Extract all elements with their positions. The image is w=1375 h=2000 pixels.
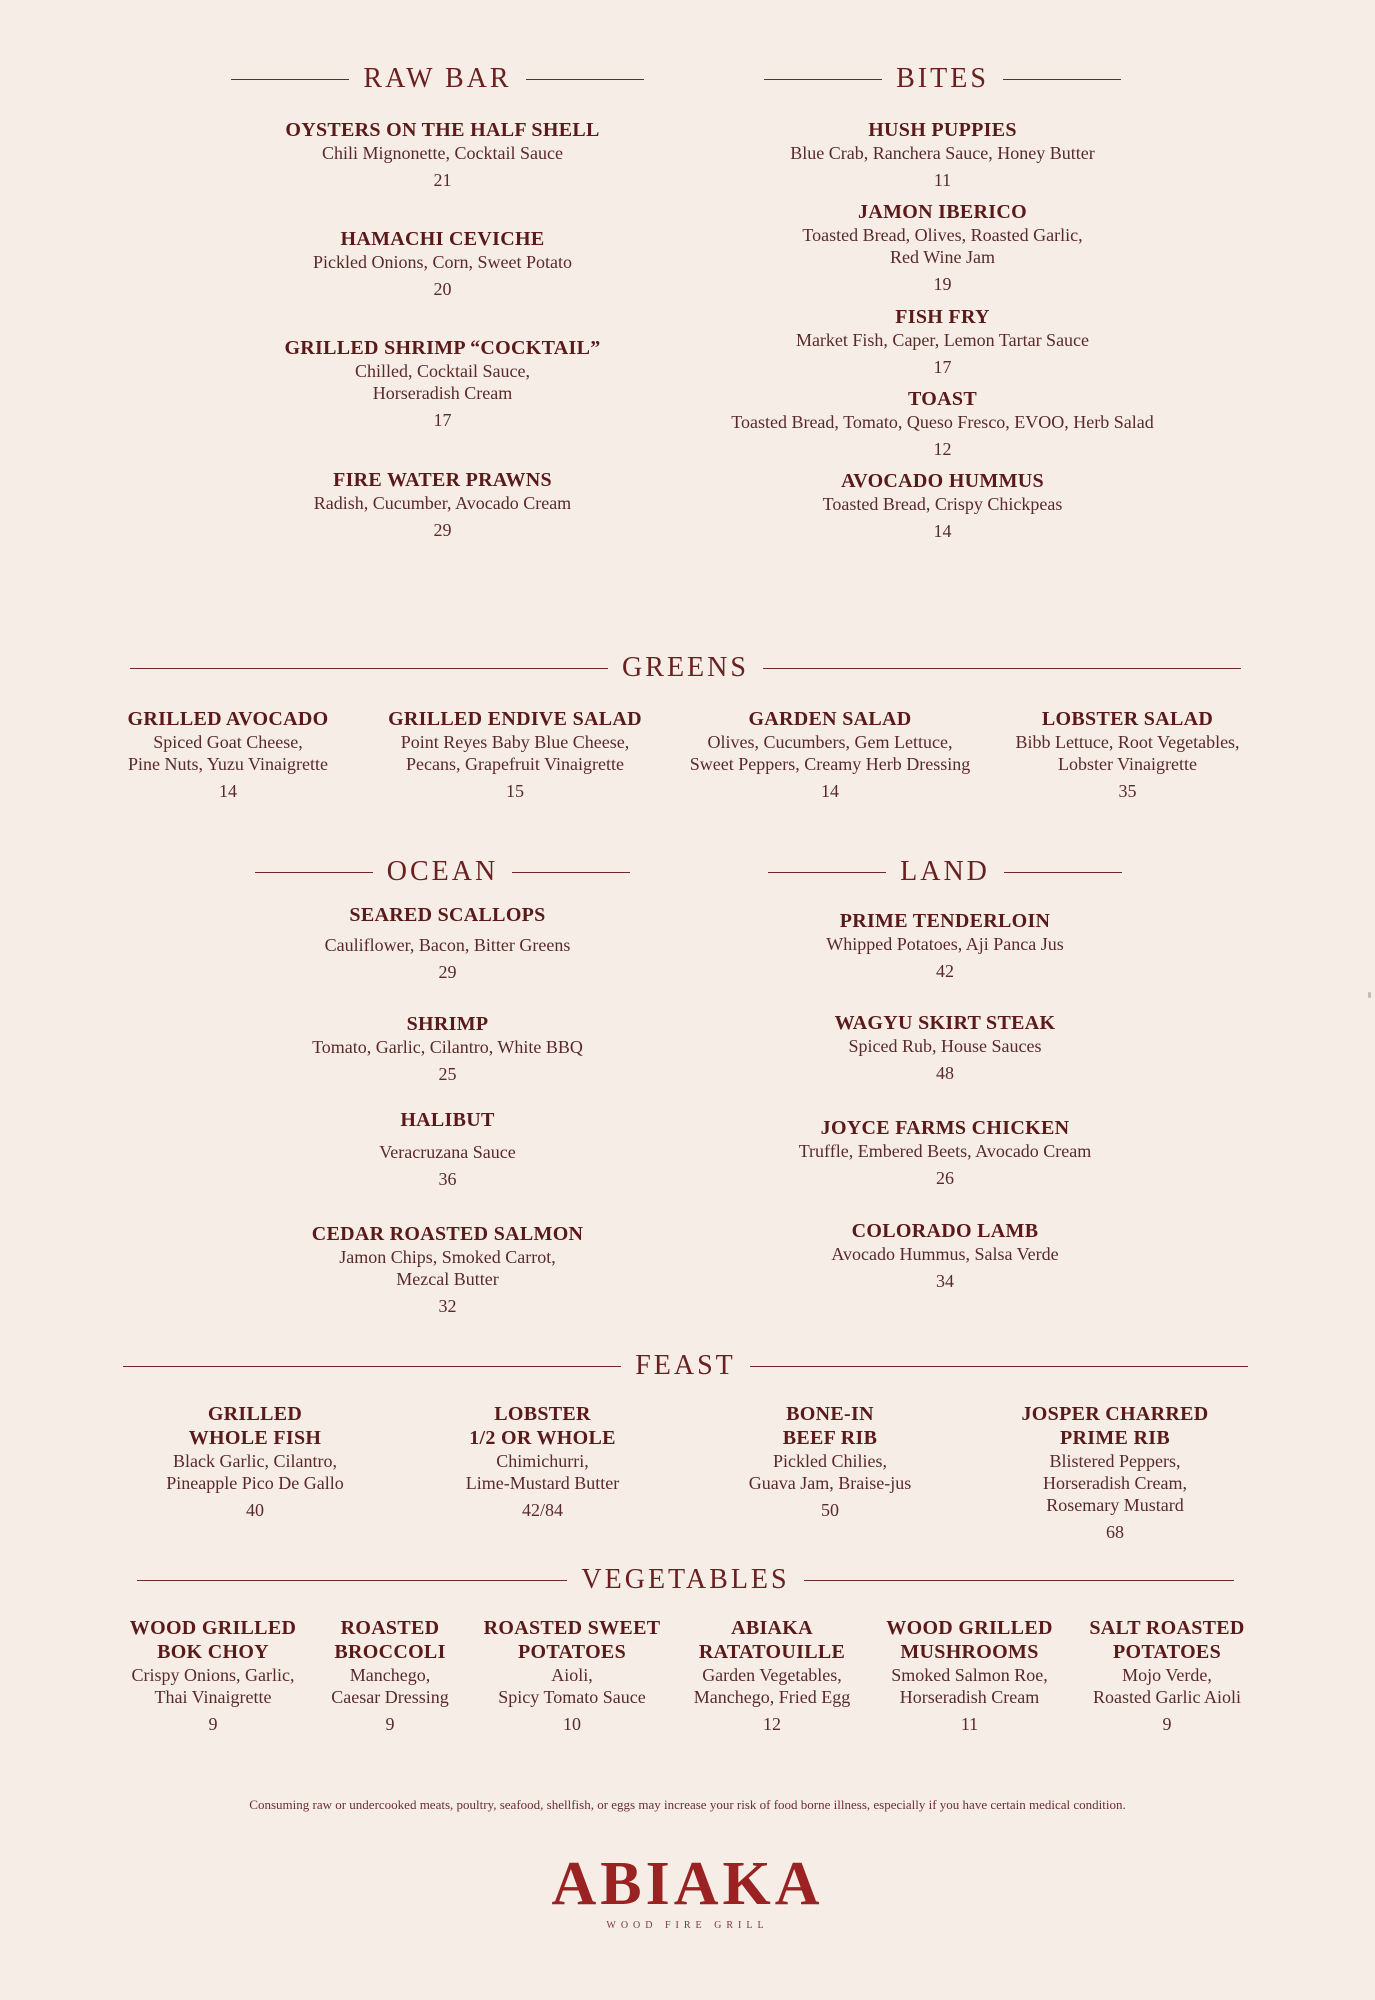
- menu-item: [370, 707, 660, 802]
- section-title-label: OCEAN: [386, 856, 499, 887]
- item-name: LOBSTER SALAD: [1041, 708, 1214, 730]
- item-desc: Smoked Salmon Roe,: [891, 1665, 1048, 1685]
- item-price: 48: [936, 1063, 954, 1083]
- item-name: HAMACHI CEVICHE: [340, 228, 545, 250]
- menu-item: [200, 118, 685, 191]
- brand-logo: ABIAKA: [551, 1850, 824, 1918]
- section-title-label: GREENS: [622, 652, 749, 683]
- item-desc: Caesar Dressing: [331, 1687, 449, 1707]
- menu-item: [130, 1402, 380, 1521]
- item-price: 40: [246, 1500, 264, 1520]
- divider: [764, 79, 882, 80]
- item-name: BROCCOLI: [334, 1641, 446, 1663]
- page-edge-mark: [1368, 992, 1371, 998]
- brand-tagline: WOOD FIRE GRILL: [606, 1920, 769, 1931]
- section-title-label: BITES: [896, 63, 989, 94]
- menu-item: [700, 1402, 960, 1521]
- item-desc: Radish, Cucumber, Avocado Cream: [313, 493, 572, 513]
- divider: [768, 872, 886, 873]
- item-desc: Crispy Onions, Garlic,: [131, 1665, 295, 1685]
- item-price: 17: [433, 410, 452, 430]
- item-desc: Truffle, Embered Beets, Avocado Cream: [798, 1141, 1092, 1161]
- menu-item: [665, 707, 995, 802]
- item-desc: Chimichurri,: [496, 1451, 589, 1471]
- item-name: PRIME TENDERLOIN: [839, 910, 1051, 932]
- menu-item: [677, 1616, 867, 1735]
- item-desc: Sweet Peppers, Creamy Herb Dressing: [689, 754, 971, 774]
- item-name: FIRE WATER PRAWNS: [333, 469, 552, 491]
- item-desc: Olives, Cucumbers, Gem Lettuce,: [707, 732, 953, 752]
- item-desc: Horseradish Cream,: [1043, 1473, 1187, 1493]
- item-name: ABIAKA: [731, 1617, 813, 1639]
- item-price: 32: [438, 1296, 457, 1316]
- item-name: BEEF RIB: [782, 1427, 878, 1449]
- item-desc: Chili Mignonette, Cocktail Sauce: [322, 143, 563, 163]
- item-price: 19: [933, 274, 952, 294]
- item-desc: Guava Jam, Braise-jus: [748, 1473, 912, 1493]
- section-title-label: LAND: [900, 856, 990, 887]
- menu-item: [200, 1108, 695, 1190]
- item-name: HALIBUT: [400, 1109, 495, 1131]
- item-price: 9: [208, 1714, 218, 1734]
- section-title-label: RAW BAR: [363, 63, 512, 94]
- divider: [1004, 872, 1122, 873]
- menu-item: [472, 1616, 672, 1735]
- item-desc: Spiced Goat Cheese,: [153, 732, 303, 752]
- item-name: OYSTERS ON THE HALF SHELL: [285, 119, 600, 141]
- item-name: GRILLED: [207, 1403, 303, 1425]
- item-desc: Veracruzana Sauce: [379, 1142, 516, 1162]
- item-desc: Manchego, Fried Egg: [693, 1687, 851, 1707]
- menu-item: [1072, 1616, 1262, 1735]
- item-desc: Red Wine Jam: [890, 247, 995, 267]
- item-desc: Roasted Garlic Aioli: [1093, 1687, 1241, 1707]
- item-desc: Cauliflower, Bacon, Bitter Greens: [324, 935, 571, 955]
- item-price: 11: [960, 1714, 979, 1734]
- item-name: GARDEN SALAD: [748, 708, 912, 730]
- item-name: PRIME RIB: [1060, 1427, 1170, 1449]
- item-name: JAMON IBERICO: [858, 201, 1027, 223]
- menu-item: [680, 469, 1205, 542]
- item-name: TOAST: [908, 388, 977, 410]
- item-desc: Point Reyes Baby Blue Cheese,: [400, 732, 630, 752]
- divider: [804, 1580, 1234, 1581]
- item-desc: Tomato, Garlic, Cilantro, White BBQ: [312, 1037, 583, 1057]
- menu-item: [680, 200, 1205, 295]
- item-price: 11: [933, 170, 952, 190]
- section-title-vegetables: [118, 1564, 1253, 1596]
- menu-item: [680, 387, 1205, 460]
- item-desc: Spicy Tomato Sauce: [498, 1687, 646, 1707]
- menu-item: [985, 1402, 1245, 1543]
- item-name: GRILLED AVOCADO: [127, 708, 329, 730]
- item-desc: Chilled, Cocktail Sauce,: [355, 361, 530, 381]
- item-name: JOSPER CHARRED: [1021, 1403, 1209, 1425]
- divider: [231, 79, 349, 80]
- section-title-ocean: [255, 856, 630, 888]
- menu-item: [200, 1222, 695, 1317]
- menu-item: [200, 903, 695, 983]
- section-title-label: VEGETABLES: [581, 1564, 790, 1595]
- item-desc: Bibb Lettuce, Root Vegetables,: [1015, 732, 1240, 752]
- item-desc: Market Fish, Caper, Lemon Tartar Sauce: [795, 330, 1090, 350]
- item-name: CEDAR ROASTED SALMON: [311, 1223, 584, 1245]
- item-price: 42: [936, 961, 954, 981]
- item-desc: Pickled Onions, Corn, Sweet Potato: [313, 252, 572, 272]
- item-price: 15: [506, 781, 524, 801]
- item-price: 36: [438, 1169, 457, 1189]
- item-name: GRILLED SHRIMP “COCKTAIL”: [284, 337, 601, 359]
- item-price: 14: [933, 521, 952, 541]
- menu-item: [700, 909, 1190, 982]
- item-desc: Avocado Hummus, Salsa Verde: [831, 1244, 1059, 1264]
- item-name: SHRIMP: [406, 1013, 489, 1035]
- item-name: LOBSTER: [494, 1403, 591, 1425]
- item-desc: Toasted Bread, Crispy Chickpeas: [822, 494, 1063, 514]
- divider: [123, 1366, 621, 1367]
- item-desc: Thai Vinaigrette: [154, 1687, 272, 1707]
- item-name: SALT ROASTED: [1089, 1617, 1245, 1639]
- menu-item: [680, 118, 1205, 191]
- divider: [526, 79, 644, 80]
- item-name: POTATOES: [1113, 1641, 1221, 1663]
- item-desc: Blue Crab, Ranchera Sauce, Honey Butter: [790, 143, 1095, 163]
- item-desc: Black Garlic, Cilantro,: [173, 1451, 337, 1471]
- item-desc: Aioli,: [551, 1665, 593, 1685]
- item-desc: Mezcal Butter: [396, 1269, 499, 1289]
- menu-item: [200, 336, 685, 431]
- item-desc: Lobster Vinaigrette: [1057, 754, 1198, 774]
- item-desc: Pine Nuts, Yuzu Vinaigrette: [128, 754, 328, 774]
- item-price: 21: [433, 170, 452, 190]
- divider: [137, 1580, 567, 1581]
- item-price: 29: [438, 962, 457, 982]
- section-title-greens: [118, 652, 1253, 684]
- menu-item: [415, 1402, 670, 1521]
- item-name: GRILLED ENDIVE SALAD: [388, 708, 642, 730]
- item-price: 12: [933, 439, 952, 459]
- section-title-label: FEAST: [635, 1350, 736, 1381]
- menu-item: [315, 1616, 465, 1735]
- item-price: 20: [433, 279, 452, 299]
- item-desc: Jamon Chips, Smoked Carrot,: [339, 1247, 556, 1267]
- item-price: 29: [433, 520, 452, 540]
- item-name: FISH FRY: [895, 306, 990, 328]
- item-name: WOOD GRILLED: [129, 1617, 297, 1639]
- item-price: 25: [438, 1064, 457, 1084]
- item-name: MUSHROOMS: [900, 1641, 1039, 1663]
- menu-item: [872, 1616, 1067, 1735]
- item-desc: Garden Vegetables,: [702, 1665, 842, 1685]
- item-name: ROASTED: [340, 1617, 440, 1639]
- item-price: 34: [936, 1271, 954, 1291]
- item-name: SEARED SCALLOPS: [349, 904, 546, 926]
- item-desc: Lime-Mustard Butter: [465, 1473, 620, 1493]
- item-name: WHOLE FISH: [188, 1427, 322, 1449]
- menu-item: [200, 468, 685, 541]
- item-price: 26: [936, 1168, 954, 1188]
- item-desc: Spiced Rub, House Sauces: [848, 1036, 1042, 1056]
- item-price: 10: [563, 1714, 581, 1734]
- menu-item: [200, 227, 685, 300]
- item-price: 17: [933, 357, 952, 377]
- section-title-bites: [770, 63, 1115, 95]
- divider: [1003, 79, 1121, 80]
- item-name: WAGYU SKIRT STEAK: [834, 1012, 1056, 1034]
- item-desc: Manchego,: [349, 1665, 431, 1685]
- item-desc: Rosemary Mustard: [1046, 1495, 1184, 1515]
- menu-item: [108, 707, 348, 802]
- divider: [763, 668, 1241, 669]
- item-name: AVOCADO HUMMUS: [841, 470, 1044, 492]
- item-name: BOK CHOY: [157, 1641, 269, 1663]
- item-name: JOYCE FARMS CHICKEN: [820, 1117, 1070, 1139]
- item-price: 9: [1162, 1714, 1172, 1734]
- menu-item: [700, 1116, 1190, 1189]
- item-name: 1/2 OR WHOLE: [469, 1427, 616, 1449]
- item-price: 12: [763, 1714, 781, 1734]
- item-desc: Horseradish Cream: [372, 383, 513, 403]
- divider: [255, 872, 373, 873]
- divider: [130, 668, 608, 669]
- item-desc: Whipped Potatoes, Aji Panca Jus: [826, 934, 1064, 954]
- menu-item: [700, 1219, 1190, 1292]
- menu-item: [995, 707, 1260, 802]
- item-price: 9: [385, 1714, 395, 1734]
- item-desc: Horseradish Cream: [899, 1687, 1040, 1707]
- item-name: WOOD GRILLED: [886, 1617, 1053, 1639]
- item-desc: Toasted Bread, Olives, Roasted Garlic,: [802, 225, 1083, 245]
- divider: [512, 872, 630, 873]
- item-name: BONE-IN: [786, 1403, 874, 1425]
- item-price: 14: [219, 781, 237, 801]
- item-desc: Blistered Peppers,: [1049, 1451, 1181, 1471]
- item-price: 14: [821, 781, 839, 801]
- item-name: RATATOUILLE: [698, 1641, 846, 1663]
- item-desc: Pineapple Pico De Gallo: [166, 1473, 344, 1493]
- item-desc: Toasted Bread, Tomato, Queso Fresco, EVOO, Herb Salad: [731, 412, 1154, 432]
- item-desc: Mojo Verde,: [1122, 1665, 1212, 1685]
- item-name: HUSH PUPPIES: [868, 119, 1017, 141]
- divider: [750, 1366, 1248, 1367]
- item-desc: Pickled Chilies,: [773, 1451, 887, 1471]
- item-name: POTATOES: [518, 1641, 626, 1663]
- item-name: COLORADO LAMB: [851, 1220, 1039, 1242]
- item-price: 42/84: [521, 1500, 563, 1520]
- food-safety-disclaimer: Consuming raw or undercooked meats, poultry, seafood, shellfish, or eggs may increase your risk of food borne illness, especially if you have certain medical condition.: [249, 1797, 1126, 1812]
- section-title-feast: [118, 1350, 1253, 1382]
- menu-item: [700, 1011, 1190, 1084]
- menu-item: [118, 1616, 308, 1735]
- menu-item: [680, 305, 1205, 378]
- item-price: 35: [1118, 781, 1137, 801]
- section-title-raw-bar: [230, 63, 645, 95]
- item-name: ROASTED SWEET: [483, 1617, 661, 1639]
- menu-item: [200, 1012, 695, 1085]
- item-price: 68: [1106, 1522, 1124, 1542]
- item-price: 50: [821, 1500, 839, 1520]
- item-desc: Pecans, Grapefruit Vinaigrette: [405, 754, 624, 774]
- section-title-land: [770, 856, 1120, 888]
